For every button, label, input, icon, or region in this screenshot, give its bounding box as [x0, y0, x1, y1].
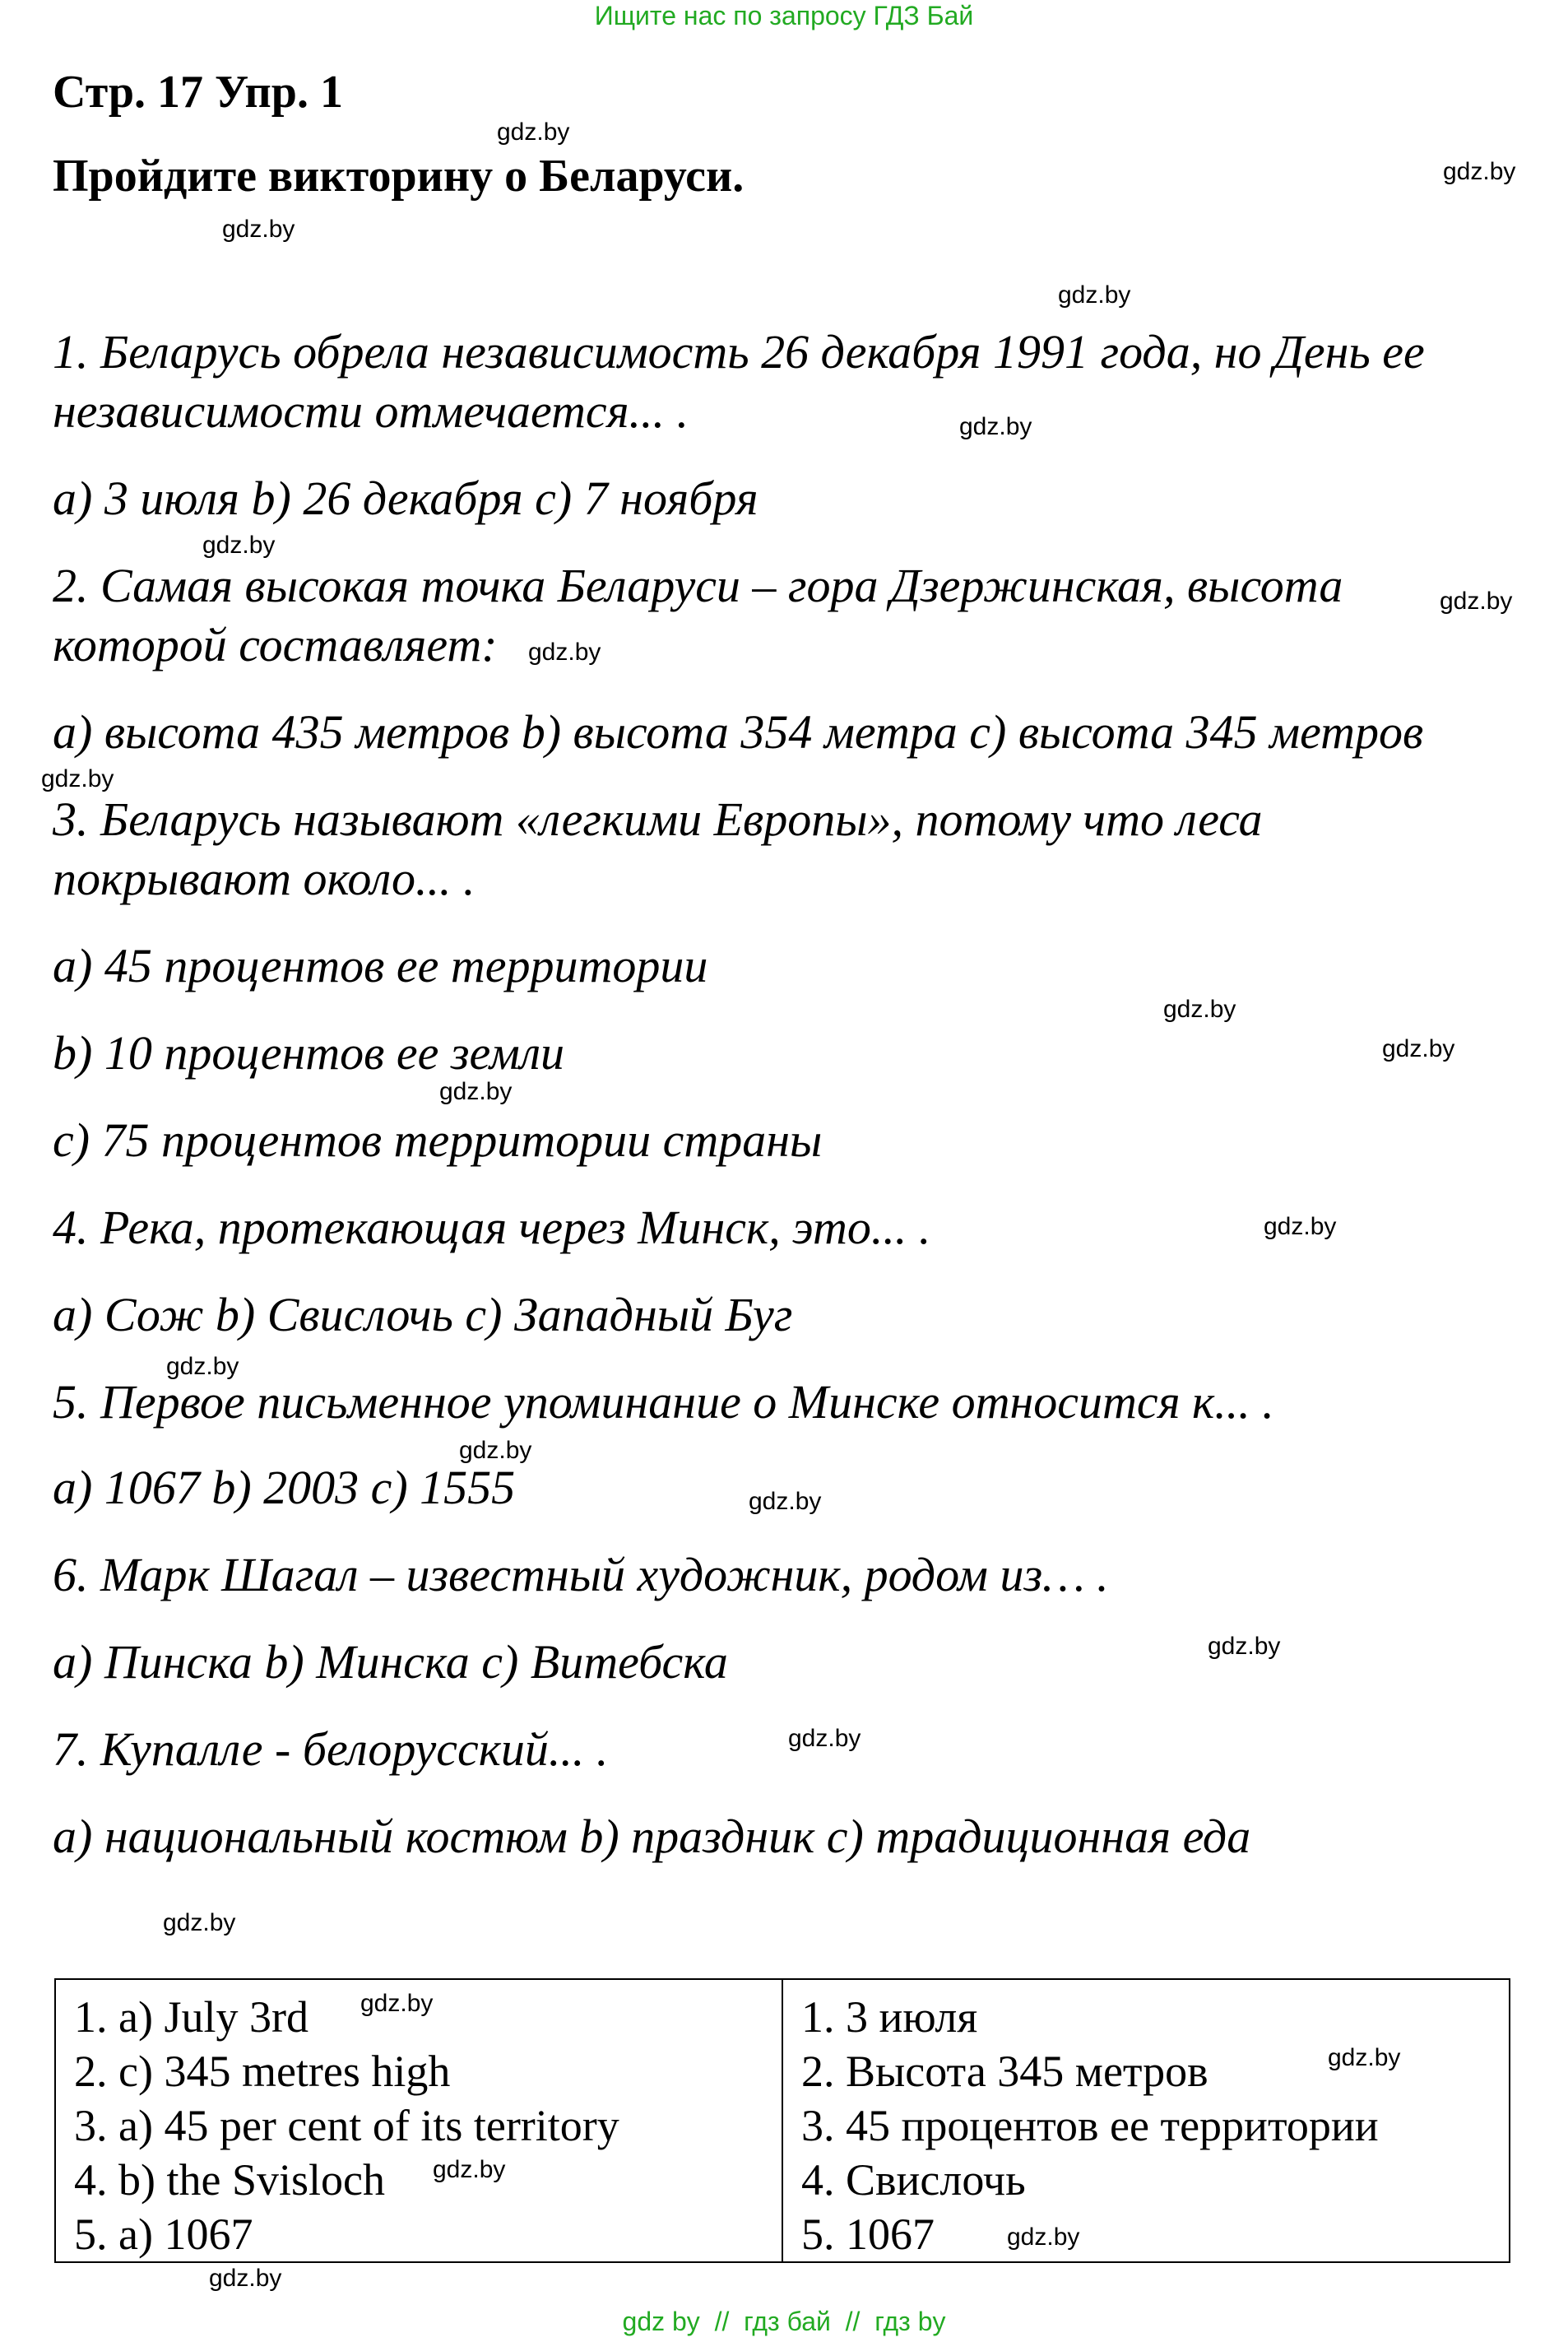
question-3-option-a: a) 45 процентов ее территории — [53, 939, 708, 992]
watermark: gdz.by — [1208, 1633, 1281, 1660]
top-banner: Ищите нас по запросу ГДЗ Бай — [594, 1, 974, 30]
answer-en-4: 4. b) the Svisloch — [74, 2155, 385, 2205]
task-heading: Пройдите викторину о Беларуси. — [53, 151, 745, 202]
question-5-options: a) 1067 b) 2003 c) 1555 — [53, 1461, 516, 1514]
question-4-options: a) Сож b) Свислочь c) Западный Буг — [53, 1288, 793, 1341]
answer-ru-2: 2. Высота 345 метров — [801, 2047, 1208, 2096]
watermark: gdz.by — [497, 118, 570, 146]
answer-ru-3: 3. 45 процентов ее территории — [801, 2101, 1379, 2150]
question-2-options: a) высота 435 метров b) высота 354 метра c) высота 345 метров — [53, 705, 1424, 759]
answer-ru-5: 5. 1067 — [801, 2210, 935, 2259]
watermark: gdz.by — [202, 532, 276, 559]
watermark: gdz.by — [1058, 281, 1131, 309]
question-6: 6. Марк Шагал – известный художник, родом из… . — [53, 1548, 1109, 1601]
question-4: 4. Река, протекающая через Минск, это... . — [53, 1201, 931, 1254]
answer-en-5: 5. a) 1067 — [74, 2210, 253, 2259]
watermark: gdz.by — [1443, 158, 1516, 185]
watermark: gdz.by — [788, 1725, 861, 1752]
watermark: gdz.by — [209, 2265, 282, 2292]
question-2-line-1: 2. Самая высокая точка Беларуси – гора Дзержинская, высота — [53, 559, 1343, 612]
watermark: gdz.by — [1264, 1213, 1337, 1240]
question-3-option-b: b) 10 процентов ее земли — [53, 1026, 565, 1080]
answer-table — [54, 1978, 1510, 2263]
watermark: gdz.by — [749, 1488, 822, 1515]
question-7-options: a) национальный костюм b) праздник c) традиционная еда — [53, 1810, 1251, 1863]
question-1-line-2: независимости отмечается... . — [53, 384, 689, 438]
watermark: gdz.by — [1382, 1035, 1455, 1062]
watermark: gdz.by — [528, 639, 601, 666]
answer-en-3: 3. a) 45 per cent of its territory — [74, 2101, 619, 2150]
watermark: gdz.by — [439, 1078, 513, 1105]
page-reference-heading: Стр. 17 Упр. 1 — [53, 67, 343, 118]
answer-ru-1: 1. 3 июля — [801, 1992, 978, 2042]
watermark: gdz.by — [1328, 2044, 1401, 2071]
question-3-line-2: покрывают около... . — [53, 852, 476, 905]
answer-en-2: 2. c) 345 metres high — [74, 2047, 451, 2096]
question-7: 7. Купалле - белорусский... . — [53, 1722, 609, 1776]
question-6-options: a) Пинска b) Минска c) Витебска — [53, 1635, 728, 1689]
watermark: gdz.by — [1007, 2224, 1080, 2251]
watermark: gdz.by — [166, 1353, 239, 1380]
answers-english-column — [55, 1979, 782, 2262]
footer-links: gdz by // гдз бай // гдз by — [622, 2307, 946, 2336]
question-1-line-1: 1. Беларусь обрела независимость 26 декабря 1991 года, но День ее — [53, 325, 1425, 379]
answer-ru-4: 4. Свислочь — [801, 2155, 1026, 2205]
question-2-line-2: которой составляет: — [53, 618, 498, 671]
question-3-option-c: c) 75 процентов территории страны — [53, 1113, 823, 1167]
question-1-options: a) 3 июля b) 26 декабря c) 7 ноября — [53, 472, 758, 525]
watermark: gdz.by — [360, 1990, 434, 2017]
question-3-line-1: 3. Беларусь называют «легкими Европы», потому что леса — [53, 792, 1263, 846]
watermark: gdz.by — [163, 1909, 236, 1936]
watermark: gdz.by — [41, 765, 114, 792]
watermark: gdz.by — [222, 216, 295, 243]
question-5: 5. Первое письменное упоминание о Минске относится к... . — [53, 1375, 1274, 1429]
watermark: gdz.by — [1440, 588, 1513, 615]
answer-en-1: 1. a) July 3rd — [74, 1992, 308, 2042]
watermark: gdz.by — [459, 1437, 532, 1464]
watermark: gdz.by — [433, 2156, 506, 2183]
watermark: gdz.by — [959, 413, 1032, 440]
answers-russian-column — [782, 1979, 1510, 2262]
watermark: gdz.by — [1163, 996, 1236, 1023]
